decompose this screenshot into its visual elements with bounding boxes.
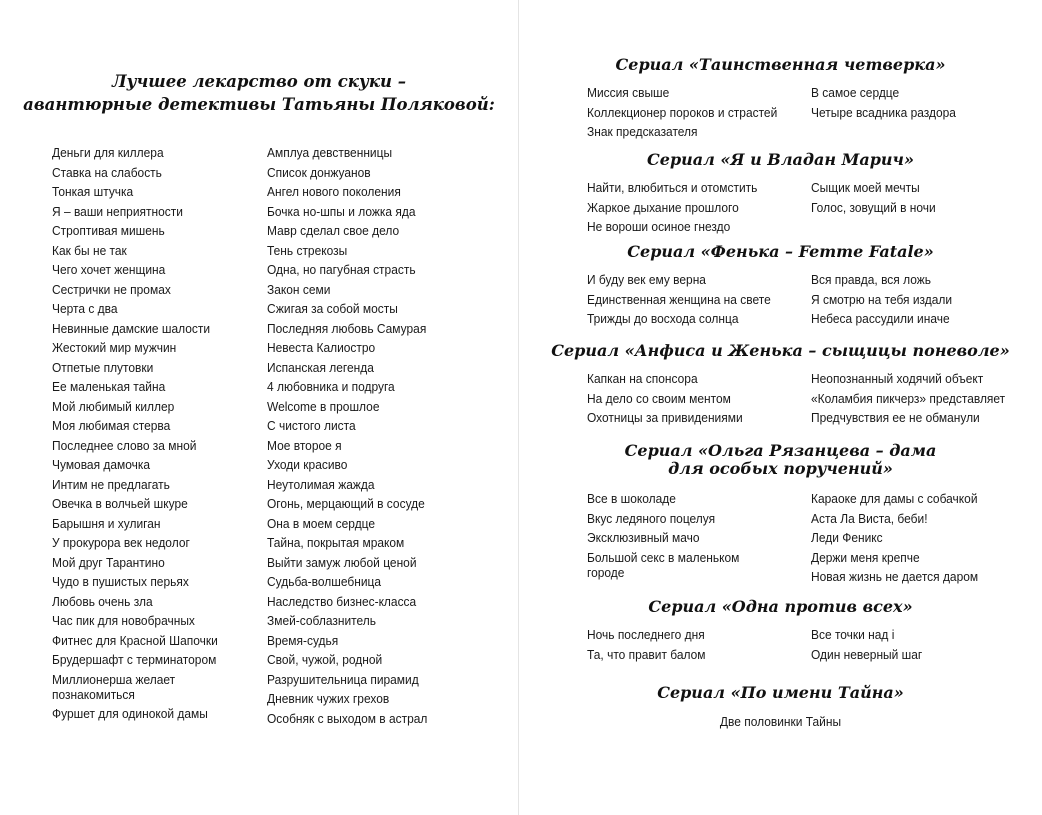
book-title: И буду век ему верна [587,272,706,287]
book-title: Время-судья [267,632,339,648]
book-title: Чудо в пушистых перьях [52,574,189,589]
book-title: Я – ваши неприятности [52,203,183,219]
book-title: Аста Ла Виста, беби! [811,510,928,526]
book-title: Невинные дамские шалости [52,320,211,336]
book-title: Строптивая мишень [52,223,165,238]
book-title: Закон семи [267,281,331,297]
series-column-1 [519,714,1042,734]
series-column-2 [811,627,1036,666]
book-title: Вкус ледяного поцелуя [587,510,716,526]
book-title: На дело со своим ментом [587,390,731,406]
book-title: У прокурора век недолог [52,535,190,550]
book-title: Леди Феникс [811,530,883,545]
book-title: Охотницы за привидениями [587,410,743,425]
book-title: 4 любовника и подруга [267,379,395,394]
book-title: Одна, но пагубная страсть [267,262,416,277]
book-title: Моя любимая стерва [52,418,171,433]
book-title: Чего хочет женщина [52,262,166,277]
book-title: Предчувствия ее не обманули [811,410,980,425]
book-title: Та, что правит балом [587,646,706,662]
series-title: Сериал «Я и Владан Марич» [647,150,914,169]
series-column-1 [587,627,802,666]
book-title: Огонь, мерцающий в сосуде [267,496,425,511]
book-title: Все точки над i [811,627,895,642]
series-title: Сериал «Таинственная четверка» [615,55,946,74]
right-page [519,0,1042,815]
book-title: Чумовая дамочка [52,457,151,472]
book-title: Мой любимый киллер [52,398,175,414]
book-title: Последнее слово за мной [52,437,197,453]
heading-line-2: авантюрные детективы Татьяны Поляковой: [23,95,495,114]
left-page [0,0,518,815]
series-column-2 [811,491,1036,589]
page-heading [0,70,518,116]
book-title: Тень стрекозы [267,242,348,258]
series-column-1 [587,371,802,430]
series-column-1 [587,491,802,584]
book-title: Коллекционер пороков и страстей [587,104,778,120]
book-title: Новая жизнь не дается даром [811,569,979,584]
book-title: Отпетые плутовки [52,359,154,375]
book-title: Welcome в прошлое [267,398,380,414]
book-title: Последняя любовь Самурая [267,320,427,336]
book-title: Караоке для дамы с собачкой [811,491,978,506]
series-column-1 [587,272,802,331]
book-title: Фуршет для одинокой дамы [52,706,208,721]
book-title: Найти, влюбиться и отомстить [587,180,758,195]
book-title: Час пик для новобрачных [52,613,195,628]
series-title [519,442,1042,478]
series-column-2 [811,272,1036,331]
book-title: Ставка на слабость [52,164,162,180]
book-title: Мой друг Тарантино [52,554,165,570]
book-list-column-2 [267,145,497,730]
book-title: Неутолимая жажда [267,476,375,492]
book-title: Уходи красиво [267,457,348,472]
book-title: Тонкая штучка [52,184,134,199]
book-title: Капкан на спонсора [587,371,698,386]
book-title: Фитнес для Красной Шапочки [52,632,218,648]
book-title: Испанская легенда [267,359,374,375]
series-column-2 [811,85,1036,124]
book-title: Единственная женщина на свете [587,291,771,307]
series-title: Сериал «Анфиса и Женька – сыщицы поневоле» [551,341,1010,360]
series-title: Сериал «Одна против всех» [648,597,913,616]
book-title: Голос, зовущий в ночи [811,199,936,215]
book-title: В самое сердце [811,85,900,100]
book-title: Все в шоколаде [587,491,676,506]
series-column-1 [587,85,802,144]
book-title: С чистого листа [267,418,356,433]
book-title: Наследство бизнес-класса [267,593,417,609]
book-title: Мое второе я [267,437,342,453]
book-title: Трижды до восхода солнца [587,311,739,326]
book-title: Держи меня крепче [811,549,920,565]
book-title: Дневник чужих грехов [267,691,390,706]
book-title: Бочка но-шпы и ложка яда [267,203,416,219]
book-title: Змей-соблазнитель [267,613,376,628]
book-title: Сестрички не промах [52,281,171,297]
book-title: Миссия свыше [587,85,670,100]
series-title-line-2: для особых поручений» [668,459,893,478]
book-title: Ангел нового поколения [267,184,401,199]
book-title: Овечка в волчьей шкуре [52,496,188,511]
book-title: Неопознанный ходячий объект [811,371,984,386]
book-title: Эксклюзивный мачо [587,530,700,545]
book-title: Один неверный шаг [811,646,923,662]
book-title: Тайна, покрытая мраком [267,535,405,550]
book-title: Любовь очень зла [52,593,153,609]
book-title: Ее маленькая тайна [52,379,166,394]
book-title: Свой, чужой, родной [267,652,383,667]
book-title: Список донжуанов [267,164,371,180]
book-title: Две половинки Тайны [719,714,842,729]
book-title: Мавр сделал свое дело [267,223,400,238]
book-title: Знак предсказателя [587,124,698,139]
book-title: Особняк с выходом в астрал [267,710,428,726]
book-title: Интим не предлагать [52,476,170,492]
book-title: Жестокий мир мужчин [52,340,177,355]
book-title: Не вороши осиное гнездо [587,219,731,234]
book-title: Я смотрю на тебя издали [811,291,953,307]
book-title: Деньги для киллера [52,145,164,160]
book-title: Разрушительница пирамид [267,671,419,687]
book-title: Выйти замуж любой ценой [267,554,417,570]
book-title: Невеста Калиостро [267,340,376,355]
series-column-2 [811,180,1036,219]
book-title: Судьба-волшебница [267,574,382,589]
book-title: Большой секс в маленьком городе [587,549,740,580]
series-title: Сериал «Фенька – Femme Fatale» [627,242,934,261]
book-title: Она в моем сердце [267,515,376,531]
book-title: Сжигая за собой мосты [267,301,398,316]
book-title: Амплуа девственницы [267,145,393,160]
book-title: Небеса рассудили иначе [811,311,950,326]
book-title: Сыщик моей мечты [811,180,920,195]
series-column-1 [587,180,802,239]
book-list-column-1 [52,145,257,726]
book-title: Миллионерша желает познакомиться [52,671,176,702]
book-title: Жаркое дыхание прошлого [587,199,739,215]
book-title: Брудершафт с терминатором [52,652,217,667]
book-title: «Коламбия пикчерз» представляет [811,390,1006,406]
book-title: Барышня и хулиган [52,515,161,531]
heading-line-1: Лучшее лекарство от скуки – [112,72,406,91]
series-title-line-1: Сериал «Ольга Рязанцева – дама [624,441,937,460]
book-title: Четыре всадника раздора [811,104,956,120]
series-column-2 [811,371,1036,430]
book-title: Черта с два [52,301,118,316]
book-title: Вся правда, вся ложь [811,272,931,287]
book-title: Ночь последнего дня [587,627,705,642]
series-title: Сериал «По имени Тайна» [657,683,904,702]
book-title: Как бы не так [52,242,127,258]
